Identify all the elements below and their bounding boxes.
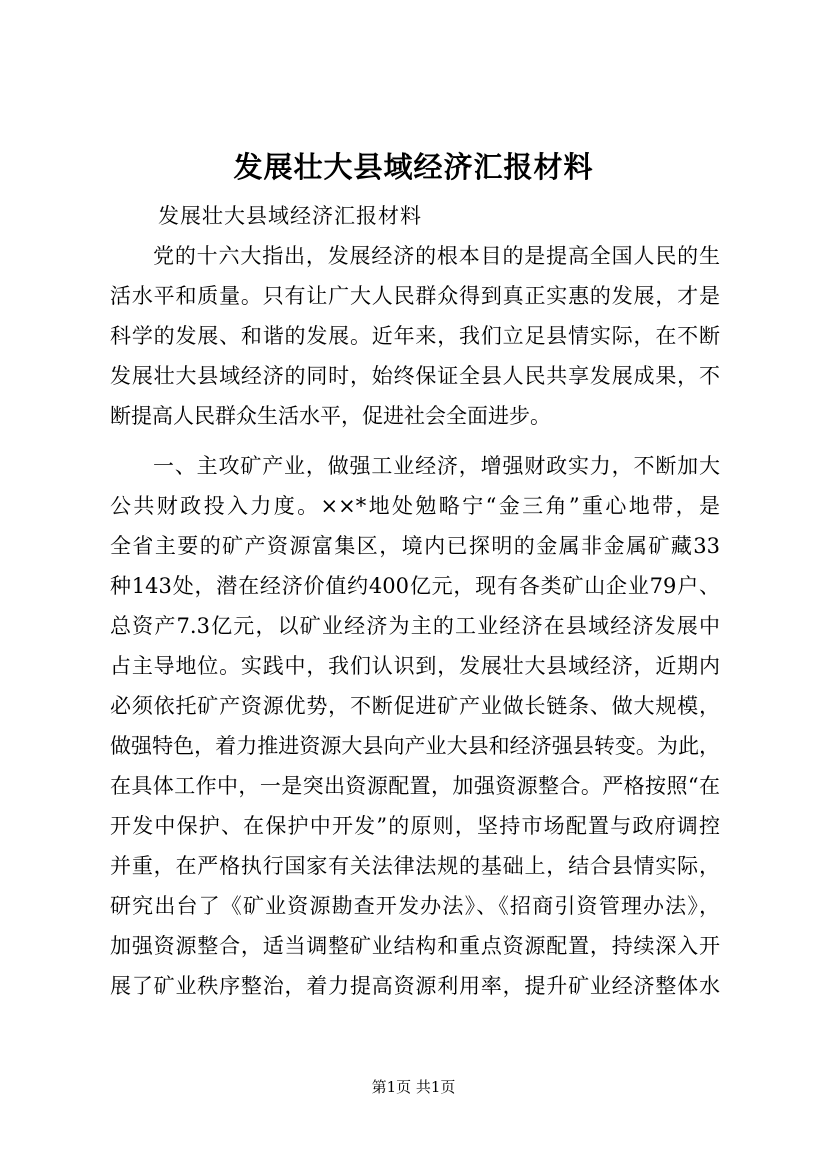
body-line: 公共财政投入力度。××*地处勉略宁“金三角”重心地带，是 <box>110 494 720 518</box>
page-footer: 第1页 共1页 <box>371 1078 456 1096</box>
body-line: 科学的发展、和谐的发展。近年来，我们立足县情实际，在不断 <box>110 324 720 348</box>
body-line: 占主导地位。实践中，我们认识到，发展壮大县域经济，近期内 <box>110 654 720 678</box>
body-line: 党的十六大指出，发展经济的根本目的是提高全国人民的生 <box>153 244 720 268</box>
body-line: 开发中保护、在保护中开发”的原则，坚持市场配置与政府调控 <box>110 814 720 838</box>
body-line: 总资产7.3亿元，以矿业经济为主的工业经济在县域经济发展中 <box>110 614 720 638</box>
body-line: 展了矿业秩序整治，着力提高资源利用率，提升矿业经济整体水 <box>110 974 720 998</box>
body-line: 种143处，潜在经济价值约400亿元，现有各类矿山企业79户、 <box>110 574 720 598</box>
body-line: 全省主要的矿产资源富集区，境内已探明的金属非金属矿藏33 <box>110 534 720 558</box>
body-line: 断提高人民群众生活水平，促进社会全面进步。 <box>110 404 551 428</box>
body-line: 必须依托矿产资源优势，不断促进矿产业做长链条、做大规模， <box>110 694 720 718</box>
body-line: 活水平和质量。只有让广大人民群众得到真正实惠的发展，才是 <box>110 284 720 308</box>
body-line: 加强资源整合，适当调整矿业结构和重点资源配置，持续深入开 <box>110 934 720 958</box>
document-title: 发展壮大县域经济汇报材料 <box>233 150 594 184</box>
body-line: 做强特色，着力推进资源大县向产业大县和经济强县转变。为此， <box>110 734 720 758</box>
body-line: 并重，在严格执行国家有关法律法规的基础上，结合县情实际， <box>110 854 720 878</box>
document-subtitle: 发展壮大县域经济汇报材料 <box>158 204 422 228</box>
body-line: 在具体工作中，一是突出资源配置，加强资源整合。严格按照“在 <box>110 774 720 798</box>
body-line: 发展壮大县域经济的同时，始终保证全县人民共享发展成果，不 <box>110 364 720 388</box>
body-line: 研究出台了《矿业资源勘查开发办法》、《招商引资管理办法》， <box>110 894 720 918</box>
body-line: 一、主攻矿产业，做强工业经济，增强财政实力，不断加大 <box>153 454 720 478</box>
